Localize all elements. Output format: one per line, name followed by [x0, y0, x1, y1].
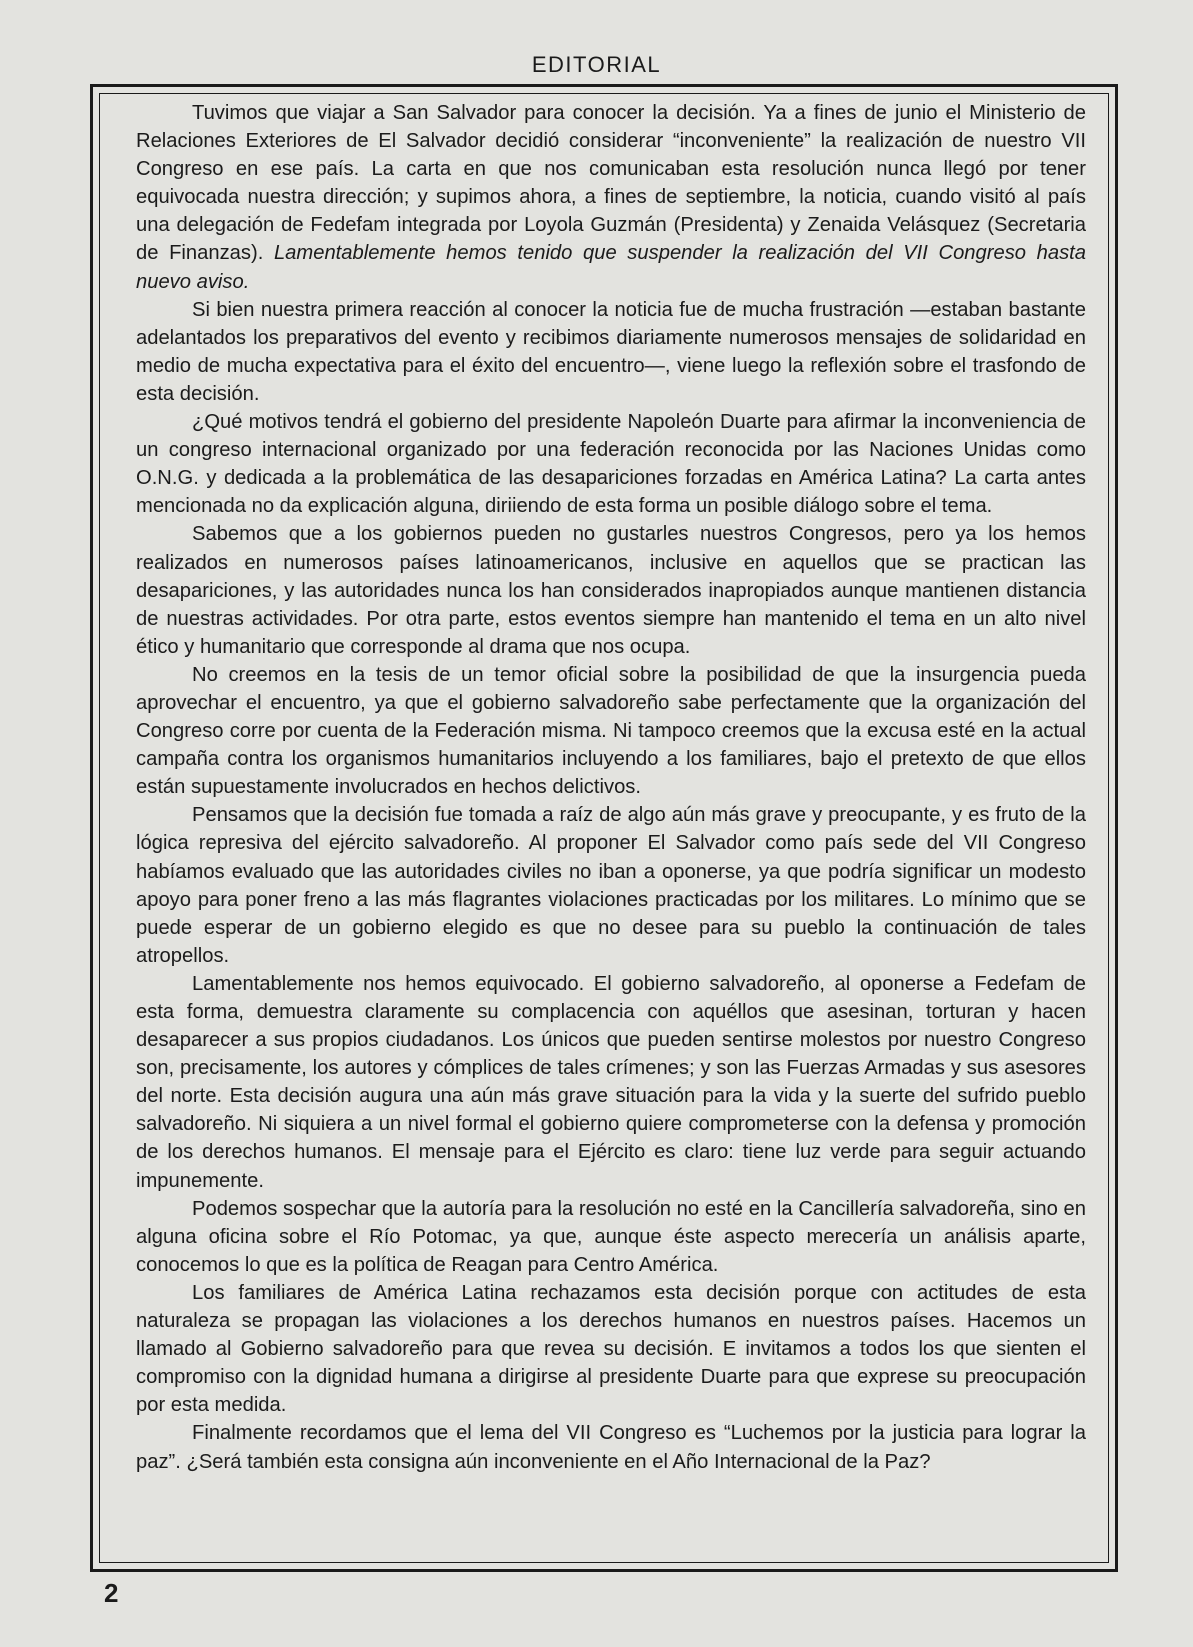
paragraph-7: Lamentablemente nos hemos equivocado. El gobierno salvadoreño, al oponerse a Fedefam de esta forma, demuestra claramente su complacencia con aquéllos que asesinan, torturan y hacen desaparecer a sus propios ciudadanos. Los únicos que pueden sentirse molestos por nuestro Congreso son, precisamente, los autores y cómplices de tales crímenes; y son las Fuerzas Armadas y sus asesores del norte. Esta decisión augura una aún más grave situación para la vida y la suerte del sufrido pueblo salvadoreño. Ni siquiera a un nivel formal el gobierno quiere comprometerse con la defensa y promoción de los derechos humanos. El mensaje para el Ejército es claro: tiene luz verde para seguir actuando impunemente. [136, 972, 1086, 1192]
paragraph-10: Finalmente recordamos que el lema del VII Congreso es “Luchemos por la justicia para lograr la paz”. ¿Será también esta consigna aún inconveniente en el Año Internacional de la Paz? [136, 1422, 1086, 1473]
editorial-heading: EDITORIAL [531, 52, 662, 77]
paragraph-8: Podemos sospechar que la autoría para la resolución no esté en la Cancillería salvadoreña, sino en alguna oficina sobre el Río Potomac, ya que, aunque éste aspecto merecería un análisis aparte, conocemos lo que es la política de Reagan para Centro América. [136, 1197, 1086, 1276]
paragraph-1 [136, 99, 1086, 296]
article-frame [90, 84, 1118, 1572]
paragraph-3: ¿Qué motivos tendrá el gobierno del presidente Napoleón Duarte para afirmar la inconveniencia de un congreso internacional organizado por una federación reconocida por las Naciones Unidas como O.N.G. y dedicada a la problemática de las desapariciones forzadas en América Latina? La carta antes mencionada no da explicación alguna, diriiendo de esta forma un posible diálogo sobre el tema. [136, 411, 1086, 518]
paragraph-9: Los familiares de América Latina rechazamos esta decisión porque con actitudes de esta naturaleza se propagan las violaciones a los derechos humanos en nuestros países. Hacemos un llamado al Gobierno salvadoreño para que revea su decisión. E invitamos a todos los que sienten el compromiso con la dignidad humana a dirigirse al presidente Duarte para que exprese su preocupación por esta medida. [136, 1281, 1086, 1417]
paragraph-2: Si bien nuestra primera reacción al conocer la noticia fue de mucha frustración —estaban bastante adelantados los preparativos del evento y recibimos diariamente numerosos mensajes de solidaridad en medio de mucha expectativa para el éxito del encuentro—, viene luego la reflexión sobre el trasfondo de esta decisión. [136, 298, 1086, 405]
page-number: 2 [104, 1578, 119, 1608]
paragraph-1-emphasis: Lamentablemente hemos tenido que suspender la realización del VII Congreso hasta nuevo aviso. [136, 242, 1087, 293]
paragraph-5: No creemos en la tesis de un temor oficial sobre la posibilidad de que la insurgencia pueda aprovechar el encuentro, ya que el gobierno salvadoreño sabe perfectamente que la organización del Congreso corre por cuenta de la Federación misma. Ni tampoco creemos que la excusa esté en la actual campaña contra los organismos humanitarios incluyendo a los familiares, bajo el pretexto de que ellos están supuestamente involucrados en hechos delictivos. [136, 663, 1086, 799]
paragraph-1-text: Tuvimos que viajar a San Salvador para conocer la decisión. Ya a fines de junio el Ministerio de Relaciones Exteriores de El Salvador decidió considerar “inconveniente” la realización de nuestro VII Congreso en ese país. La carta en que nos comunicaban esta resolución nunca llegó por tener equivocada nuestra dirección; y supimos ahora, a fines de septiembre, la noticia, cuando visitó al país una delegación de Fedefam integrada por Loyola Guzmán (Presidenta) y Zenaida Velásquez (Secretaria de Finanzas). [136, 102, 1086, 265]
paragraph-4: Sabemos que a los gobiernos pueden no gustarles nuestros Congresos, pero ya los hemos realizados en numerosos países latinoamericanos, inclusive en aquellos que se practican las desapariciones, y las autoridades nunca los han considerados inapropiados aunque mantienen distancia de nuestras actividades. Por otra parte, estos eventos siempre han mantenido el tema en un alto nivel ético y humanitario que corresponde al drama que nos ocupa. [136, 523, 1086, 658]
article-body [136, 99, 1086, 1476]
paragraph-6: Pensamos que la decisión fue tomada a raíz de algo aún más grave y preocupante, y es fruto de la lógica represiva del ejército salvadoreño. Al proponer El Salvador como país sede del VII Congreso habíamos evaluado que las autoridades civiles no iban a oponerse, ya que podría significar un modesto apoyo para poner freno a las más flagrantes violaciones practicadas por los militares. Lo mínimo que se puede esperar de un gobierno elegido es que no desee para su pueblo la continuación de tales atropellos. [136, 804, 1086, 967]
